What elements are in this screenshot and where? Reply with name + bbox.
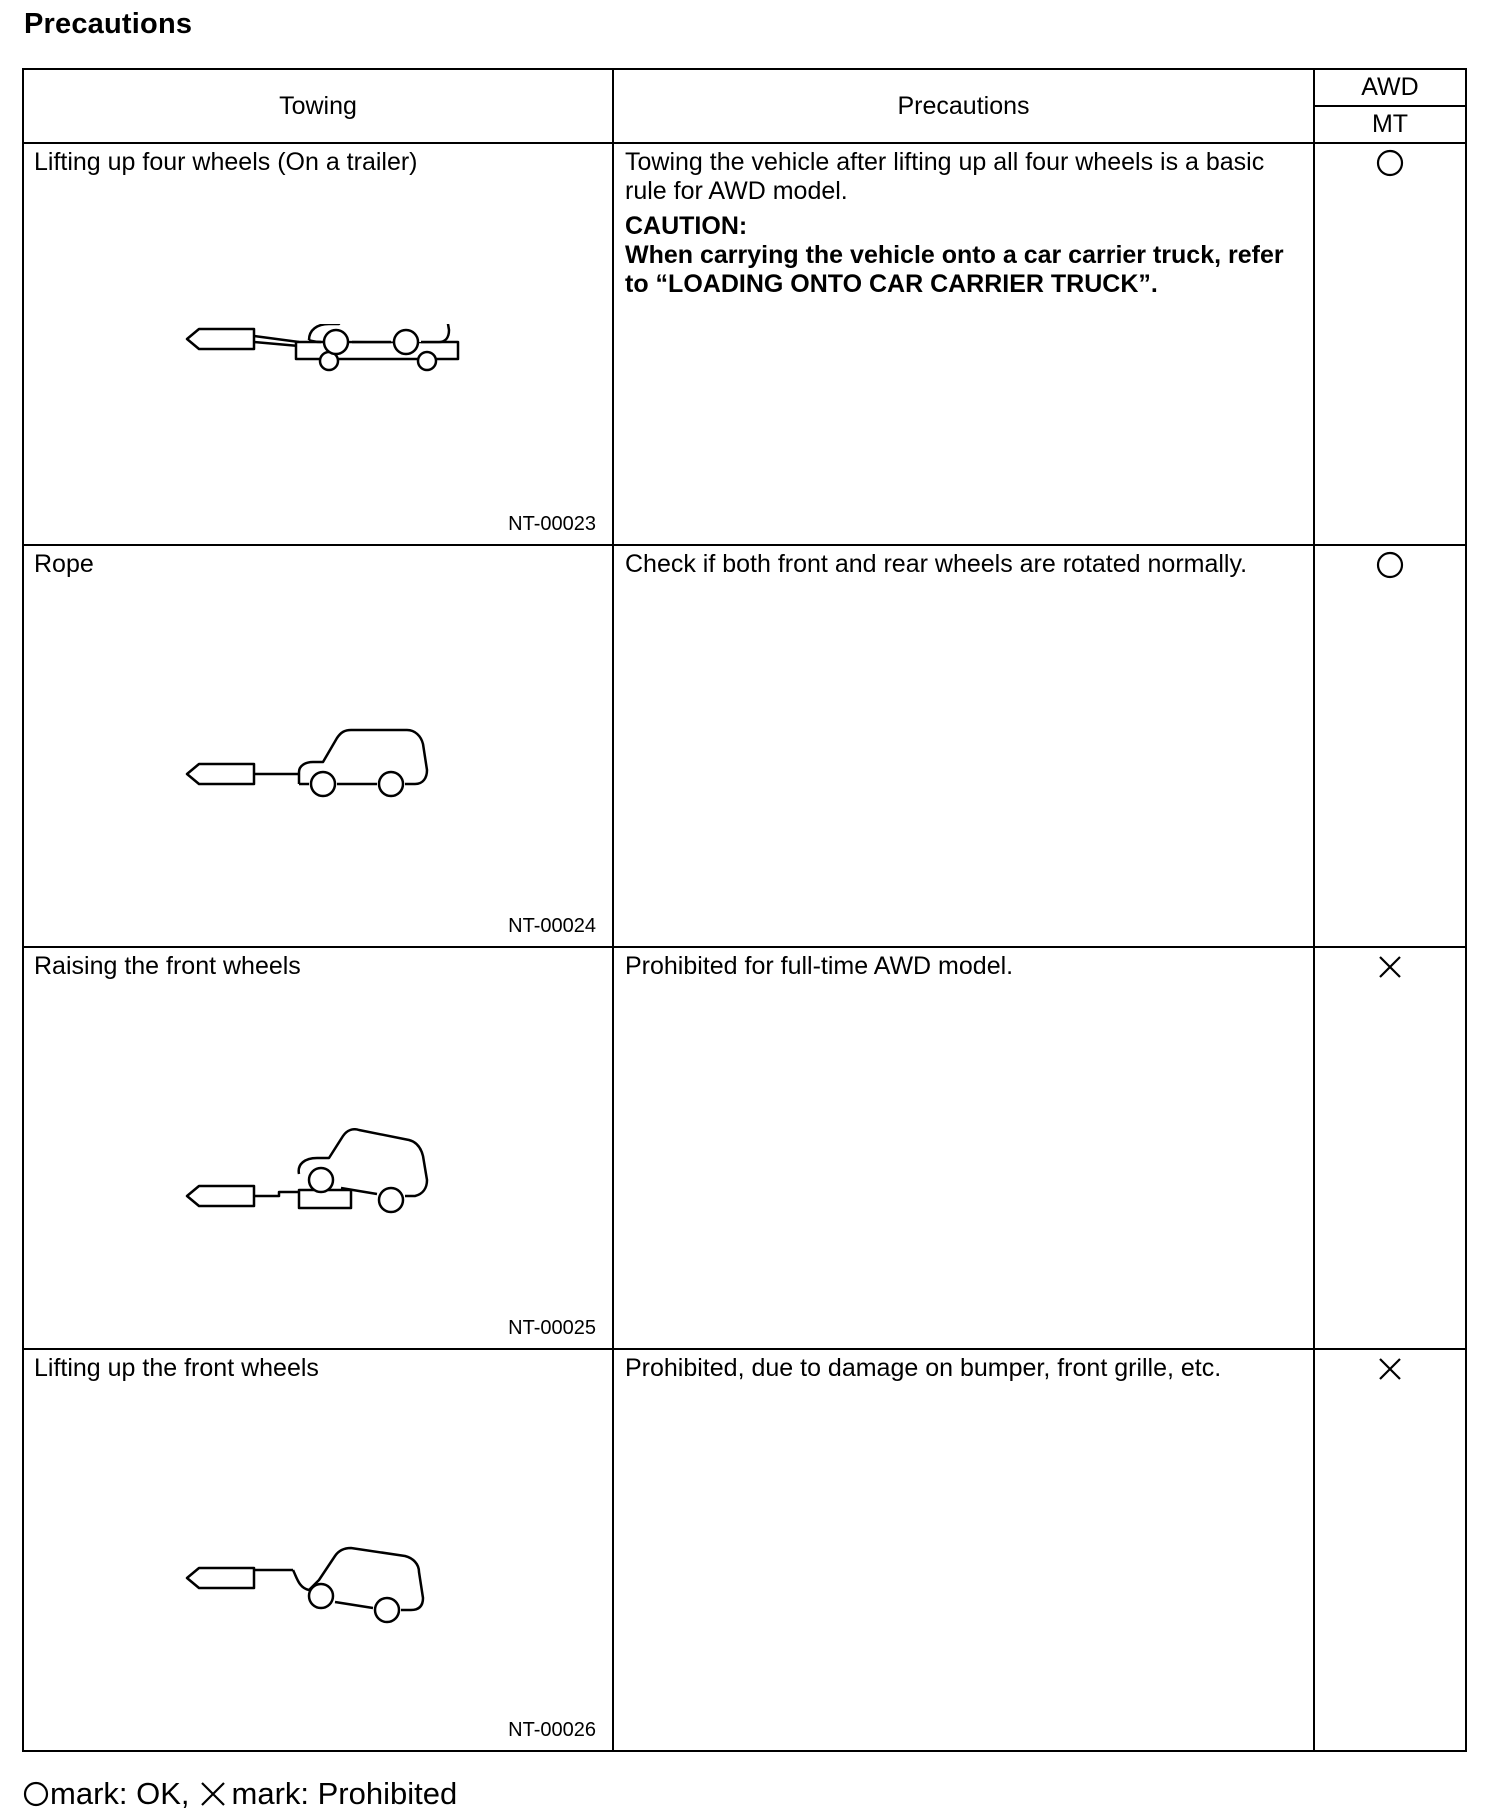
precaution-text: Towing the vehicle after lifting up all four wheels is a basic rule for AWD model. bbox=[625, 148, 1265, 205]
legend-ok-text: mark: OK, bbox=[50, 1776, 190, 1811]
precaution-text: Prohibited for full-time AWD model. bbox=[625, 952, 1014, 980]
figure-id: NT-00023 bbox=[508, 513, 596, 535]
front-lift-towing-illustration bbox=[169, 1530, 489, 1640]
figure-id: NT-00025 bbox=[508, 1317, 596, 1339]
precautions-table bbox=[22, 68, 1467, 1752]
precaution-cell bbox=[613, 1349, 1314, 1751]
trailer-towing-illustration bbox=[169, 324, 489, 434]
header-row bbox=[23, 69, 1466, 106]
awd-mt-cell bbox=[1314, 947, 1466, 1349]
page-title: Precautions bbox=[24, 8, 193, 40]
caution-label: CAUTION: bbox=[625, 212, 748, 240]
header-precautions: Precautions bbox=[613, 69, 1314, 143]
header-mt: MT bbox=[1314, 106, 1466, 143]
towing-cell bbox=[23, 143, 613, 545]
prohibited-mark-icon bbox=[1375, 952, 1405, 982]
header-towing: Towing bbox=[23, 69, 613, 143]
table-row bbox=[23, 1349, 1466, 1751]
precaution-text: Prohibited, due to damage on bumper, front grille, etc. bbox=[625, 1354, 1222, 1382]
awd-mt-cell bbox=[1314, 545, 1466, 947]
figure-id: NT-00026 bbox=[508, 1719, 596, 1741]
rope-towing-illustration bbox=[169, 726, 489, 836]
front-raise-towing-illustration bbox=[169, 1128, 489, 1238]
header-awd: AWD bbox=[1314, 69, 1466, 106]
towing-cell bbox=[23, 545, 613, 947]
legend-prohibited-text: mark: Prohibited bbox=[231, 1776, 458, 1811]
awd-mt-cell bbox=[1314, 143, 1466, 545]
towing-cell bbox=[23, 947, 613, 1349]
table-row bbox=[23, 947, 1466, 1349]
ok-mark-icon bbox=[22, 1780, 50, 1808]
figure-id: NT-00024 bbox=[508, 915, 596, 937]
prohibited-mark-icon bbox=[1375, 1354, 1405, 1384]
towing-method-label: Lifting up four wheels (On a trailer) bbox=[34, 148, 418, 176]
legend bbox=[22, 1776, 457, 1812]
towing-method-label: Raising the front wheels bbox=[34, 952, 301, 980]
towing-method-label: Rope bbox=[34, 550, 94, 578]
precaution-text: Check if both front and rear wheels are rotated normally. bbox=[625, 550, 1248, 578]
ok-mark-icon bbox=[1375, 148, 1405, 178]
awd-mt-cell bbox=[1314, 1349, 1466, 1751]
table-row bbox=[23, 545, 1466, 947]
ok-mark-icon bbox=[1375, 550, 1405, 580]
precaution-cell bbox=[613, 545, 1314, 947]
precaution-cell bbox=[613, 947, 1314, 1349]
table-row bbox=[23, 143, 1466, 545]
prohibited-mark-icon bbox=[198, 1780, 228, 1808]
precaution-cell bbox=[613, 143, 1314, 545]
towing-method-label: Lifting up the front wheels bbox=[34, 1354, 319, 1382]
caution-text: When carrying the vehicle onto a car carrier truck, refer to “LOADING ONTO CAR CARRIER TRUCK”. bbox=[625, 241, 1284, 298]
towing-cell bbox=[23, 1349, 613, 1751]
